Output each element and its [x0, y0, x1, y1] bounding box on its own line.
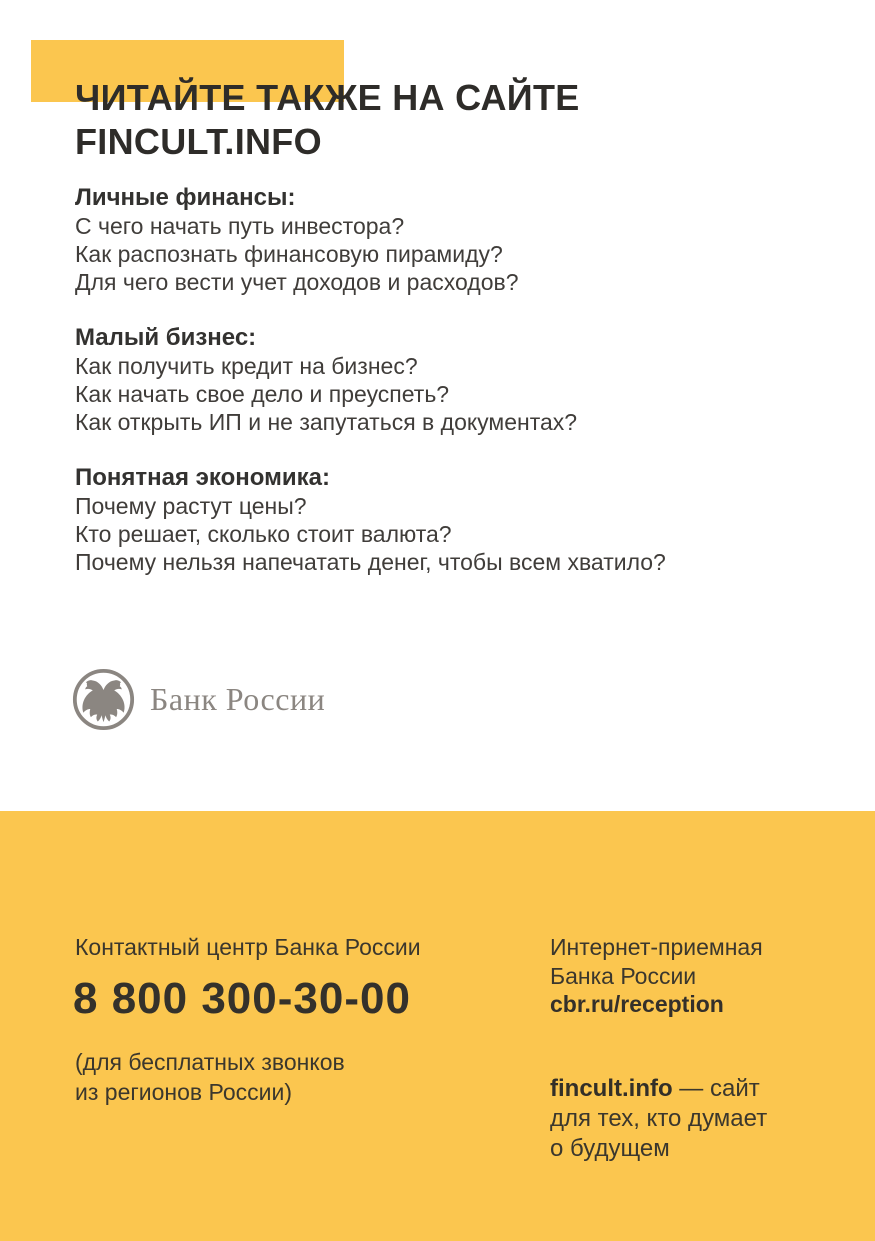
fincult-tagline-line3: о будущем [550, 1135, 670, 1162]
fincult-tagline-rest: — сайт [672, 1075, 760, 1102]
phone-note-line2: из регионов России) [75, 1079, 292, 1105]
page-title [75, 76, 580, 164]
list-item: Кто решает, сколько стоит валюта? [75, 521, 452, 547]
list-item: Почему нельзя напечатать денег, чтобы всем хватило? [75, 549, 666, 575]
list-item: Как начать свое дело и преуспеть? [75, 381, 450, 407]
contact-center-label: Контактный центр Банка России [75, 934, 421, 960]
section-personal-finance [75, 184, 666, 296]
section-heading: Понятная экономика: [75, 464, 330, 491]
section-clear-economy [75, 464, 666, 576]
reception-line1: Интернет-приемная [550, 934, 763, 960]
reception-line2: Банка России [550, 962, 697, 989]
page-title-line2: FINCULT.INFO [75, 121, 322, 162]
phone-note [75, 1047, 345, 1107]
list-item: Как открыть ИП и не запутаться в документах? [75, 409, 578, 435]
fincult-site-name: fincult.info [550, 1075, 673, 1102]
fincult-tagline-line1 [550, 1074, 767, 1104]
topic-sections [75, 184, 666, 604]
fincult-tagline-line2: для тех, кто думает [550, 1105, 768, 1132]
list-item: Как распознать финансовую пирамиду? [75, 241, 503, 267]
list-item: С чего начать путь инвестора? [75, 213, 405, 239]
section-small-business [75, 324, 666, 436]
contact-footer [0, 811, 875, 1241]
bank-logo-label: Банк России [150, 681, 326, 717]
section-heading: Малый бизнес: [75, 324, 257, 351]
phone-number: 8 800 300-30-00 [73, 974, 411, 1023]
page-title-line1: ЧИТАЙТЕ ТАКЖЕ НА САЙТЕ [75, 77, 580, 118]
fincult-block [550, 1074, 767, 1164]
bank-of-russia-logo [72, 668, 325, 731]
reception-url: cbr.ru/reception [550, 991, 724, 1017]
list-item: Для чего вести учет доходов и расходов? [75, 269, 519, 295]
list-item: Как получить кредит на бизнес? [75, 353, 418, 379]
phone-note-line1: (для бесплатных звонков [75, 1049, 345, 1075]
reception-block [550, 933, 763, 1019]
section-heading: Личные финансы: [75, 184, 296, 211]
list-item: Почему растут цены? [75, 493, 307, 519]
bank-of-russia-eagle-icon [72, 668, 135, 731]
